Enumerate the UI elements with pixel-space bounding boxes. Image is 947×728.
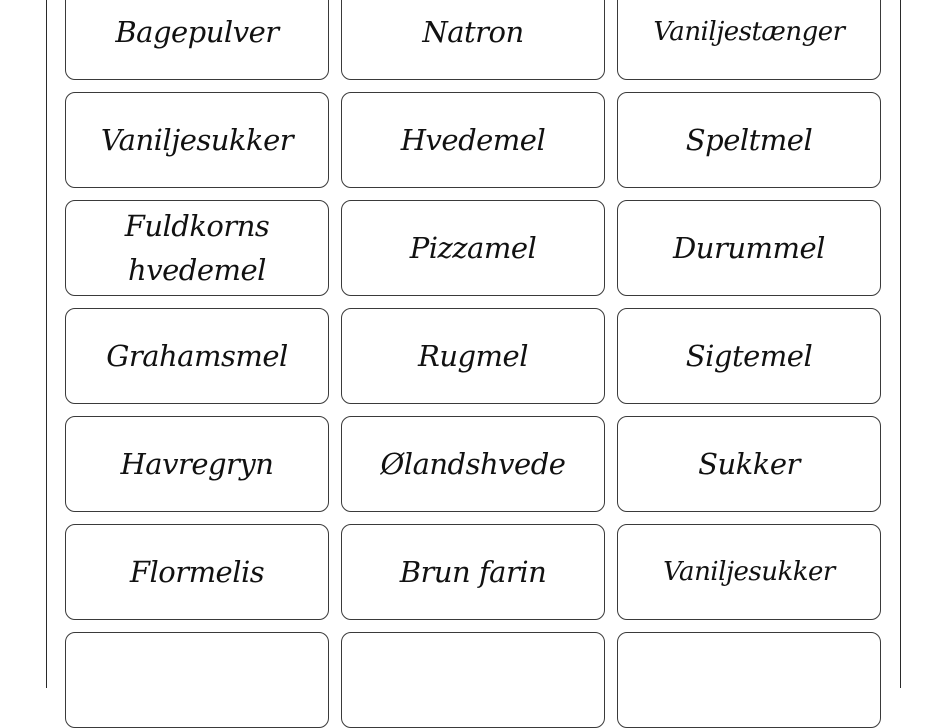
label-text: Speltmel [685, 123, 813, 157]
label-text: Vaniljestænger [653, 17, 845, 47]
label-grid [65, 0, 881, 728]
label-card [617, 416, 881, 512]
label-text: Sigtemel [685, 339, 813, 373]
label-text: Havregryn [120, 447, 274, 481]
label-text: Pizzamel [409, 231, 537, 265]
label-text: Hvedemel [400, 123, 546, 157]
label-card [341, 308, 605, 404]
label-text: Rugmel [417, 339, 528, 373]
label-card [65, 0, 329, 80]
label-card [617, 308, 881, 404]
label-text: Bagepulver [115, 15, 279, 49]
label-card [65, 524, 329, 620]
label-card [65, 632, 329, 728]
label-text: Durummel [673, 231, 825, 265]
label-card [65, 416, 329, 512]
label-text: Natron [422, 15, 524, 49]
label-text: Ølandshvede [380, 447, 566, 481]
label-card [65, 92, 329, 188]
label-card [617, 0, 881, 80]
label-text: Grahamsmel [106, 339, 288, 373]
label-card [341, 524, 605, 620]
label-card [617, 200, 881, 296]
label-card [617, 92, 881, 188]
label-card [341, 0, 605, 80]
label-text: Flormelis [129, 555, 265, 589]
label-card [65, 308, 329, 404]
label-card [341, 416, 605, 512]
label-card [617, 524, 881, 620]
label-card [341, 92, 605, 188]
label-card [65, 200, 329, 296]
label-text: Vaniljesukker [663, 557, 835, 587]
label-card [341, 200, 605, 296]
label-text: Vaniljesukker [100, 123, 294, 157]
label-card [617, 632, 881, 728]
label-text: Sukker [698, 447, 800, 481]
label-card [341, 632, 605, 728]
label-text: Fuldkorns hvedemel [124, 209, 270, 287]
label-text: Brun farin [399, 555, 547, 589]
